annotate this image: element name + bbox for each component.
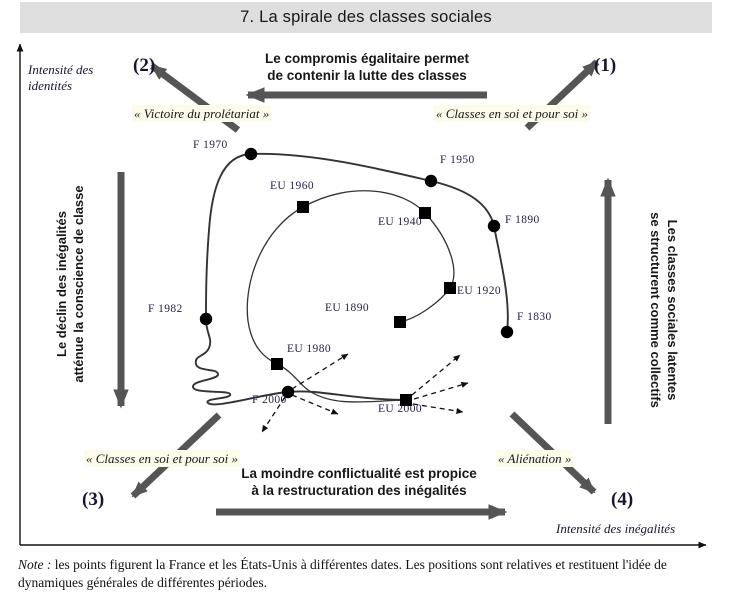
quote-bottom-right: « Aliénation » (498, 451, 572, 466)
data-point-label: EU 1980 (287, 343, 332, 355)
quote-top-left: « Victoire du prolétariat » (134, 106, 270, 121)
corner-label-q2: (2) (133, 55, 156, 76)
note-lead: Note : (18, 557, 52, 572)
data-point-markers (200, 148, 513, 406)
quote-bottom-left-wrap (84, 450, 240, 468)
data-point-marker (488, 220, 500, 232)
caption-left: Le déclin des inégalités atténue la conscience de classe (54, 185, 86, 383)
data-point-marker (200, 313, 212, 325)
x-axis-label: Intensité des inégalités (556, 521, 676, 536)
eu-spiral-curve (247, 191, 454, 402)
corner-arrows (133, 62, 597, 496)
y-axis-label: Intensité des identités (28, 62, 94, 93)
data-point-marker (394, 316, 406, 328)
data-point-label: EU 1920 (457, 285, 502, 297)
data-point-label: EU 1960 (270, 180, 315, 192)
quote-bottom-left: « Classes en soi et pour soi » (86, 451, 239, 466)
corner-label-q1: (1) (594, 55, 617, 76)
caption-bottom: La moindre conflictualité est propice à la restructuration des inégalités (241, 466, 477, 498)
data-point-marker (297, 201, 309, 213)
corner-label-q4: (4) (611, 489, 634, 510)
data-point-marker (271, 358, 283, 370)
note-text: les points figurent la France et les États-Unis à différentes dates. Les positions sont relatives et restituent l'idée de dynamiques générales de différentes périodes. (18, 557, 667, 591)
caption-right: Les classes sociales latentes se structurent comme collectifs (648, 212, 680, 408)
data-point-marker (245, 148, 257, 160)
data-point-label: EU 1940 (378, 216, 423, 228)
figure-note (18, 556, 718, 592)
data-point-label: EU 1890 (325, 302, 370, 314)
corner-label-q3: (3) (82, 489, 105, 510)
quote-top-right-wrap (434, 105, 590, 123)
data-point-label: F 1970 (193, 139, 228, 151)
data-point-label: F 1950 (440, 154, 475, 166)
quote-bottom-right-wrap (496, 450, 573, 468)
data-point-marker (444, 282, 456, 294)
data-point-label: F 1982 (148, 303, 183, 315)
page-title: 7. La spirale des classes sociales (240, 8, 492, 26)
quote-top-right: « Classes en soi et pour soi » (436, 106, 589, 121)
quote-top-left-wrap (132, 105, 271, 123)
data-point-marker (501, 326, 513, 338)
data-point-label: EU 2000 (378, 403, 423, 415)
data-point-marker (425, 175, 437, 187)
data-point-label: F 1830 (517, 311, 552, 323)
data-point-label: F 2000 (252, 394, 287, 406)
caption-top: Le compromis égalitaire permet de contenir la lutte des classes (264, 51, 470, 83)
data-point-label: F 1890 (505, 214, 540, 226)
